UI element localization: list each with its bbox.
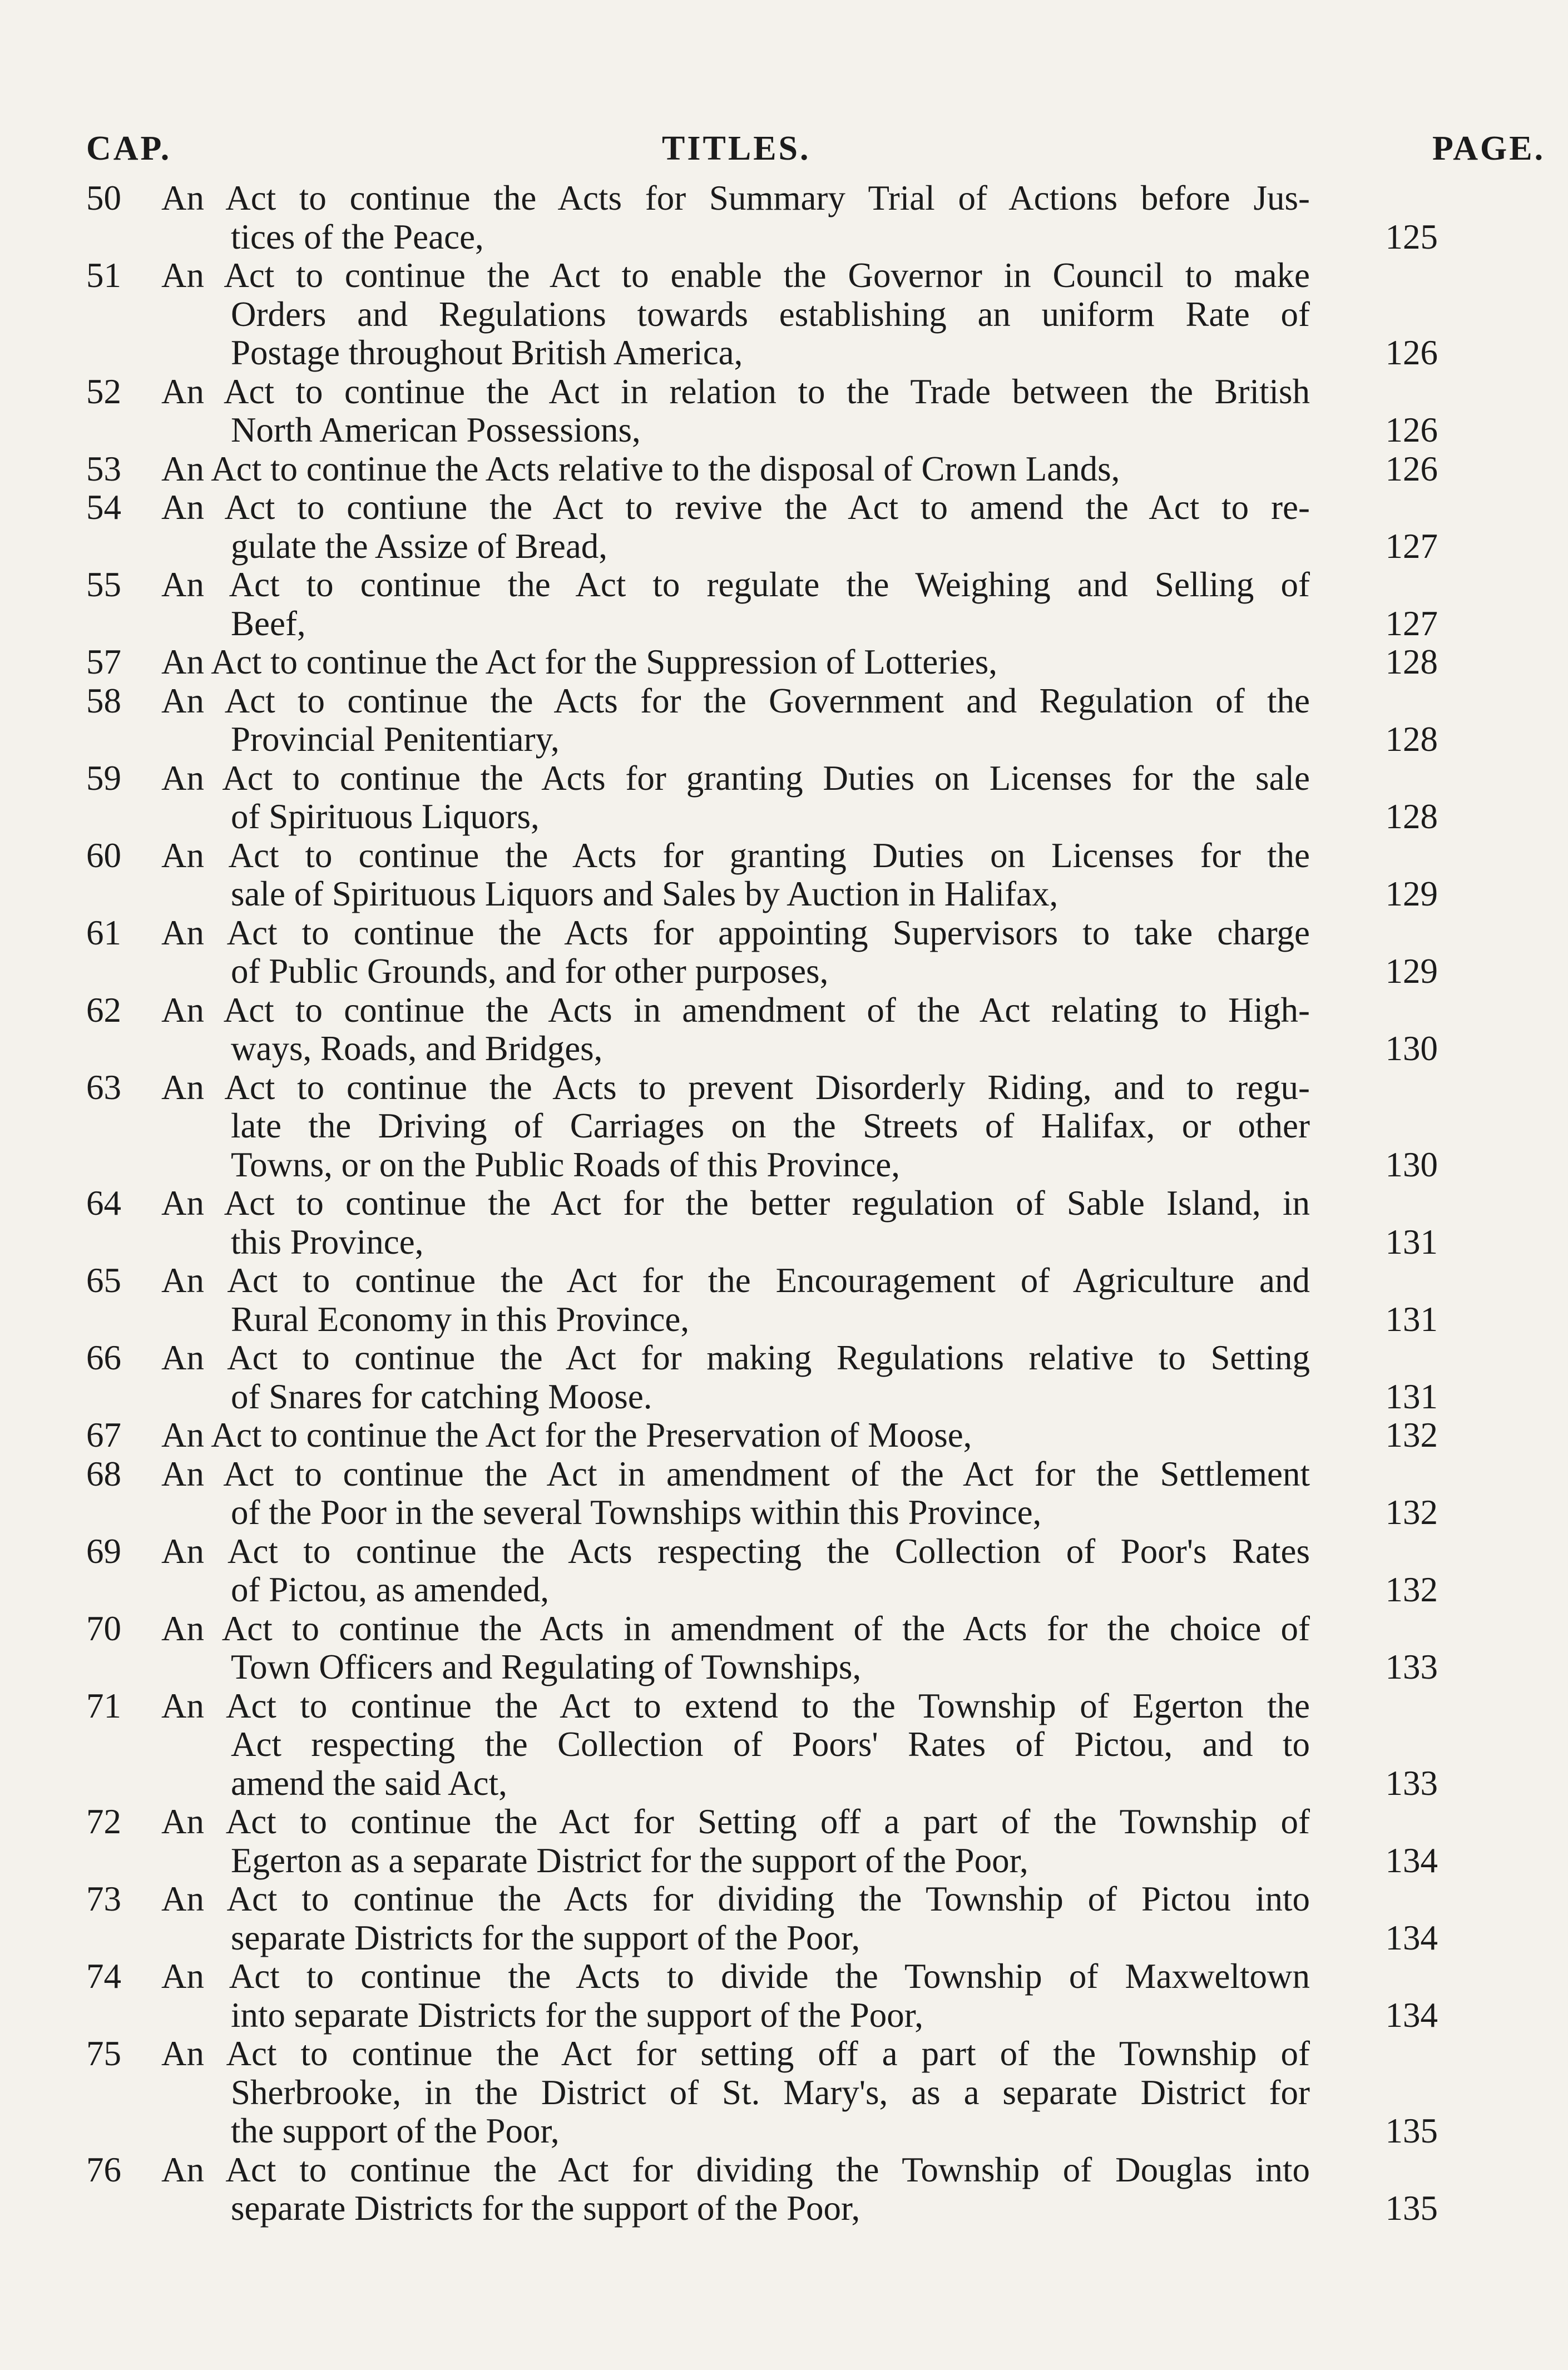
- act-title: [161, 914, 1310, 991]
- chapter-number: 64: [86, 1184, 121, 1223]
- chapter-number: 54: [86, 488, 121, 527]
- page-number: 131: [1385, 1222, 1438, 1261]
- page-number: 131: [1385, 1299, 1438, 1339]
- page-number: 130: [1385, 1029, 1438, 1068]
- act-title-line: separate Districts for the support of the Poor,: [231, 2189, 860, 2228]
- act-title: [161, 256, 1310, 373]
- chapter-number: 52: [86, 372, 121, 411]
- act-title-line: of Spirituous Liquors,: [231, 797, 540, 836]
- act-title: [161, 2151, 1310, 2228]
- chapter-number: 58: [86, 681, 121, 720]
- page-number: 133: [1385, 1647, 1438, 1686]
- act-title: [161, 566, 1310, 643]
- act-title-line: An Act to continue the Acts for granting Duties on Licenses for the: [161, 835, 1310, 875]
- act-title: [161, 450, 1310, 489]
- page-number: 125: [1385, 217, 1438, 256]
- chapter-number: 72: [86, 1802, 121, 1841]
- list-item: [86, 1184, 1568, 1261]
- page-number: 131: [1385, 1377, 1438, 1416]
- page-number: 129: [1385, 874, 1438, 913]
- act-title-line: An Act to continue the Acts for dividing the Township of Pictou into: [161, 1879, 1310, 1918]
- page-number: 134: [1385, 1995, 1438, 2035]
- act-title: [161, 682, 1310, 759]
- page-number: 126: [1385, 333, 1438, 372]
- column-header-page: PAGE.: [1432, 130, 1546, 167]
- act-title: [161, 759, 1310, 837]
- act-title: [161, 1957, 1310, 2035]
- chapter-number: 65: [86, 1261, 121, 1300]
- chapter-number: 50: [86, 179, 121, 217]
- list-item: [86, 837, 1568, 914]
- act-title-line: An Act to continue the Act for making Regulations relative to Setting: [161, 1338, 1310, 1377]
- act-title-line: the support of the Poor,: [231, 2111, 560, 2150]
- act-title-line: An Act to continue the Act to enable the Governor in Council to make: [161, 256, 1310, 295]
- act-title-line: of Snares for catching Moose.: [231, 1377, 652, 1416]
- act-title-line: Sherbrooke, in the District of St. Mary's, as a separate District for: [231, 2072, 1310, 2112]
- list-item: [86, 1610, 1568, 1687]
- act-title: [161, 1532, 1310, 1610]
- list-item: [86, 1261, 1568, 1339]
- act-title-line: Beef,: [231, 603, 306, 643]
- act-title-line: into separate Districts for the support of the Poor,: [231, 1995, 923, 2035]
- chapter-number: 53: [86, 449, 121, 488]
- list-item: [86, 1687, 1568, 1803]
- act-title-line: An Act to continue the Acts respecting the Collection of Poor's Rates: [161, 1531, 1310, 1571]
- chapter-number: 55: [86, 565, 121, 604]
- act-title-line: North American Possessions,: [231, 410, 641, 449]
- act-title-line: sale of Spirituous Liquors and Sales by Auction in Halifax,: [231, 874, 1058, 913]
- act-title: [161, 1610, 1310, 1687]
- act-title: [161, 179, 1310, 256]
- act-title: [161, 643, 1310, 682]
- act-title-line: of the Poor in the several Townships within this Province,: [231, 1493, 1042, 1532]
- page-number: 132: [1385, 1493, 1438, 1532]
- page-number: 126: [1385, 449, 1438, 488]
- chapter-number: 73: [86, 1879, 121, 1918]
- act-title-line: An Act to contiune the Act to revive the Act to amend the Act to re-: [161, 488, 1310, 527]
- page-number: 128: [1385, 720, 1438, 759]
- list-item: [86, 566, 1568, 643]
- page-number: 126: [1385, 410, 1438, 449]
- list-item: [86, 1803, 1568, 1880]
- column-header-titles: TITLES.: [662, 130, 811, 167]
- list-item: [86, 991, 1568, 1068]
- list-item: [86, 1416, 1568, 1455]
- chapter-number: 70: [86, 1609, 121, 1648]
- page-number: 132: [1385, 1416, 1438, 1454]
- act-title-line: Town Officers and Regulating of Townships,: [231, 1647, 862, 1686]
- chapter-number: 59: [86, 758, 121, 798]
- list-item: [86, 1957, 1568, 2035]
- chapter-number: 74: [86, 1957, 121, 1996]
- page-number: 134: [1385, 1840, 1438, 1880]
- chapter-number: 67: [86, 1416, 121, 1454]
- act-title: [161, 991, 1310, 1068]
- act-title: [161, 373, 1310, 450]
- act-title-line: Orders and Regulations towards establishing an uniform Rate of: [231, 294, 1310, 334]
- act-title-line: An Act to continue the Acts to divide the Township of Maxweltown: [161, 1957, 1310, 1996]
- list-item: [86, 450, 1568, 489]
- page-number: 133: [1385, 1763, 1438, 1803]
- page-number: 130: [1385, 1145, 1438, 1184]
- act-title-line: Postage throughout British America,: [231, 333, 743, 372]
- act-title-line: An Act to continue the Act for the Encouragement of Agriculture and: [161, 1261, 1310, 1300]
- act-title: [161, 488, 1310, 566]
- list-item: [86, 488, 1568, 566]
- chapter-number: 66: [86, 1338, 121, 1377]
- page-number: 129: [1385, 952, 1438, 991]
- chapter-number: 57: [86, 642, 121, 681]
- act-title: [161, 1339, 1310, 1416]
- act-title-line: An Act to continue the Acts to prevent Disorderly Riding, and to regu-: [161, 1067, 1310, 1107]
- act-title-line: tices of the Peace,: [231, 217, 484, 256]
- act-title: [161, 1880, 1310, 1957]
- act-title-line: gulate the Assize of Bread,: [231, 526, 608, 566]
- act-title-line: An Act to continue the Act for setting off a part of the Township of: [161, 2034, 1310, 2073]
- chapter-number: 75: [86, 2034, 121, 2073]
- list-item: [86, 1455, 1568, 1532]
- list-item: [86, 643, 1568, 682]
- list-item: [86, 1880, 1568, 1957]
- list-item: [86, 1068, 1568, 1185]
- act-title-line: this Province,: [231, 1222, 424, 1261]
- column-header-cap: CAP.: [86, 130, 172, 167]
- act-title: [161, 1416, 1310, 1455]
- chapter-number: 76: [86, 2150, 121, 2189]
- page-number: 127: [1385, 526, 1438, 566]
- list-item: [86, 179, 1568, 256]
- act-title-line: Towns, or on the Public Roads of this Province,: [231, 1145, 900, 1184]
- chapter-number: 60: [86, 835, 121, 875]
- act-title-line: An Act to continue the Act for the better regulation of Sable Island, in: [161, 1184, 1310, 1223]
- chapter-number: 69: [86, 1531, 121, 1571]
- chapter-number: 61: [86, 913, 121, 952]
- act-title-line: An Act to continue the Act for the Suppression of Lotteries,: [161, 642, 997, 681]
- act-title-line: An Act to continue the Act in relation to the Trade between the British: [161, 372, 1310, 411]
- list-item: [86, 2151, 1568, 2228]
- chapter-number: 51: [86, 256, 121, 295]
- chapter-number: 63: [86, 1067, 121, 1107]
- list-item: [86, 682, 1568, 759]
- act-title-line: An Act to continue the Acts for Summary Trial of Actions before Jus-: [161, 179, 1310, 217]
- act-title-line: late the Driving of Carriages on the Streets of Halifax, or other: [231, 1106, 1310, 1145]
- act-title-line: An Act to continue the Act to regulate the Weighing and Selling of: [161, 565, 1310, 604]
- act-title-line: An Act to continue the Act for dividing the Township of Douglas into: [161, 2150, 1310, 2189]
- chapter-number: 71: [86, 1686, 121, 1725]
- list-item: [86, 914, 1568, 991]
- list-item: [86, 256, 1568, 373]
- act-title-line: An Act to continue the Acts for granting Duties on Licenses for the sale: [161, 758, 1310, 798]
- page-number: 128: [1385, 642, 1438, 681]
- act-title-line: An Act to continue the Act to extend to the Township of Egerton the: [161, 1686, 1310, 1725]
- list-item: [86, 373, 1568, 450]
- act-title-line: An Act to continue the Acts in amendment of the Act relating to High-: [161, 990, 1310, 1030]
- act-title: [161, 1184, 1310, 1261]
- page-number: 128: [1385, 797, 1438, 836]
- act-title-line: An Act to continue the Act in amendment of the Act for the Settlement: [161, 1454, 1310, 1493]
- act-title-line: An Act to continue the Acts relative to the disposal of Crown Lands,: [161, 449, 1120, 488]
- chapter-number: 68: [86, 1454, 121, 1493]
- act-title-line: An Act to continue the Act for the Preservation of Moose,: [161, 1416, 972, 1454]
- page-number: 135: [1385, 2189, 1438, 2228]
- act-title-line: of Public Grounds, and for other purposes,: [231, 952, 829, 991]
- page-number: 135: [1385, 2111, 1438, 2150]
- page-number: 132: [1385, 1570, 1438, 1609]
- act-title-line: Act respecting the Collection of Poors' Rates of Pictou, and to: [231, 1725, 1310, 1764]
- act-title: [161, 1803, 1310, 1880]
- table-of-contents: [0, 179, 1568, 2228]
- act-title-line: Egerton as a separate District for the support of the Poor,: [231, 1840, 1028, 1880]
- page-number: 134: [1385, 1918, 1438, 1957]
- act-title-line: of Pictou, as amended,: [231, 1570, 550, 1609]
- chapter-number: 62: [86, 990, 121, 1030]
- page-number: 127: [1385, 603, 1438, 643]
- act-title: [161, 837, 1310, 914]
- act-title-line: separate Districts for the support of the Poor,: [231, 1918, 860, 1957]
- act-title-line: An Act to continue the Acts for the Government and Regulation of the: [161, 681, 1310, 720]
- act-title-line: An Act to continue the Acts for appointing Supervisors to take charge: [161, 913, 1310, 952]
- list-item: [86, 2035, 1568, 2151]
- act-title-line: ways, Roads, and Bridges,: [231, 1029, 603, 1068]
- list-item: [86, 1532, 1568, 1610]
- list-item: [86, 1339, 1568, 1416]
- act-title-line: Provincial Penitentiary,: [231, 720, 560, 759]
- act-title: [161, 2035, 1310, 2151]
- act-title-line: Rural Economy in this Province,: [231, 1299, 690, 1339]
- act-title: [161, 1068, 1310, 1185]
- act-title: [161, 1261, 1310, 1339]
- list-item: [86, 759, 1568, 837]
- act-title-line: An Act to continue the Act for Setting off a part of the Township of: [161, 1802, 1310, 1841]
- act-title-line: amend the said Act,: [231, 1763, 507, 1803]
- act-title: [161, 1455, 1310, 1532]
- act-title-line: An Act to continue the Acts in amendment of the Acts for the choice of: [161, 1609, 1310, 1648]
- act-title: [161, 1687, 1310, 1803]
